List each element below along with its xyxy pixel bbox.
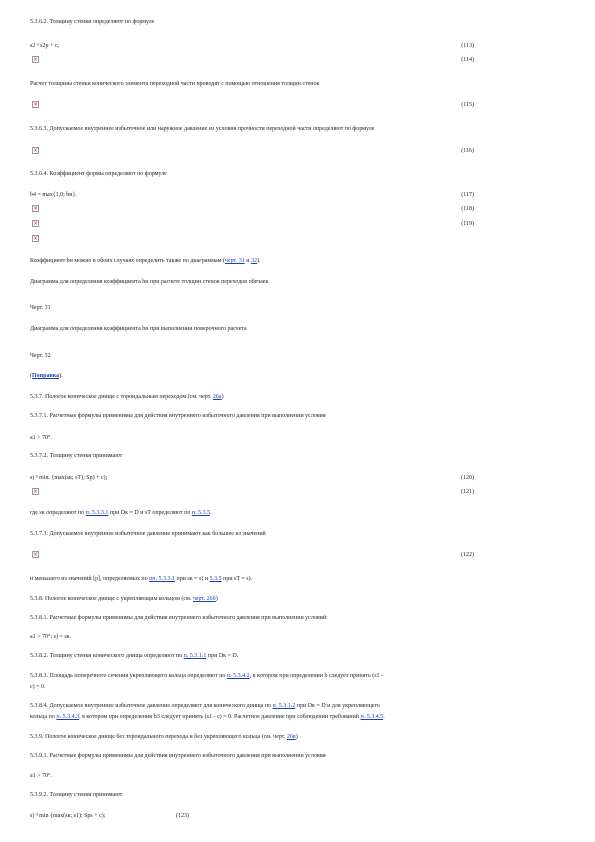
link-5-3-5[interactable]: п. 5.3.5	[191, 510, 211, 516]
clause-5-3-9: 5.3.9. Пологое коническое днище без тороидального перехода и без укрепляющего кольца (см. черт. 26в)	[30, 734, 298, 740]
paragraph-smaller-values: и меньшего из значений [p], определяемых по пп. 5.3.3.1 при sк = s) и 5.3.5 при sT = s).	[30, 576, 253, 582]
link-5-3-3-1-b[interactable]: пп. 5.3.3.1	[149, 576, 175, 582]
paragraph-coefficient-diagrams: Коэффициент bн можно в обоих случаях определить также по диаграммам (черт. 31 и 32).	[30, 258, 261, 264]
eq-number-113: (113)	[461, 43, 474, 49]
clause-5-3-8-4: 5.3.8.4. Допускаемое внутреннее избыточное давление определяют для конического днища по п. 5.3.1.2 при Dк = D и для укрепляющего	[30, 703, 380, 709]
broken-image-icon: ×	[33, 147, 39, 154]
eq-number-117: (117)	[461, 192, 474, 198]
clause-5-3-9-1: 5.3.9.1. Расчетные формулы применимы для действия внутреннего избыточного давления при выполнении условия	[30, 753, 326, 759]
clause-5-3-7-1: 5.3.7.1. Расчетные формулы применимы для действия внутреннего избыточного давления при выполнении условия	[30, 413, 326, 419]
link-5-3-4-2[interactable]: п. 5.3.4.2	[226, 673, 250, 679]
broken-image-icon: ×	[33, 488, 39, 495]
formula-113: s2 ³ s2p + c,	[30, 43, 60, 49]
broken-image-icon: ×	[33, 205, 39, 212]
link-5-3-4-3[interactable]: п. 5.3.4.3	[56, 714, 80, 720]
diagram-32-caption: Диаграмма для определения коэффициента bн при выполнении поверочного расчета	[30, 326, 247, 332]
broken-image-icon: ×	[33, 101, 39, 108]
clause-5-3-8: 5.3.8. Пологое коническое днище с укрепляющим кольцом (см. черт. 26б)	[30, 596, 218, 602]
broken-image-icon: ×	[33, 56, 39, 63]
clause-5-3-7-2: 5.3.7.2. Толщину стенки принимают	[30, 453, 123, 459]
link-5-3-4-5[interactable]: п. 5.3.4.5	[360, 714, 384, 720]
link-5-3-3-1[interactable]: п. 5.3.3.1	[85, 510, 109, 516]
formula-123: s) ³ min {max(sк; s1); Sрs + c);	[30, 813, 106, 819]
broken-image-icon: ×	[33, 551, 39, 558]
condition-a1-b: a1 > 70°.	[30, 773, 52, 779]
clause-5-3-9-2: 5.3.9.2. Толщину стенки принимают	[30, 792, 123, 798]
paragraph-where-sk: где sк определяют по п. 5.3.3.1 при Dк = D и sT определяют по п. 5.3.5.	[30, 510, 212, 516]
link-5-3-1-1[interactable]: п. 5.3.1.1	[183, 653, 207, 659]
link-amendment[interactable]: Поправка	[32, 373, 60, 379]
eq-number-121: (121)	[461, 489, 474, 495]
eq-number-119: (119)	[461, 221, 474, 227]
clause-5-3-8-1: 5.3.8.1. Расчетные формулы применимы для действия внутреннего избыточного давления при выполнении условий:	[30, 615, 328, 621]
link-chart-26b[interactable]: черт. 26б	[192, 596, 216, 602]
eq-number-120: (120)	[461, 475, 474, 481]
paragraph-thickness-ratio: Расчет толщины стенки конического элемента переходной части проводят с помощью отношения толщин стенок	[30, 81, 320, 87]
link-5-3-1-2[interactable]: п. 5.3.1.2	[272, 703, 296, 709]
formula-117: b4 = max{1,0; bн}.	[30, 192, 77, 198]
clause-5-3-7: 5.3.7. Пологое коническое днище с тороидальным переходом (см. черт. 26а)	[30, 394, 224, 400]
eq-number-123: (123)	[176, 813, 189, 819]
link-chart-31[interactable]: черт. 31	[224, 258, 245, 264]
link-chart-26v[interactable]: 26в	[286, 734, 296, 740]
link-chart-26a[interactable]: 26а	[212, 394, 222, 400]
clause-5-3-8-3-cont: c) = 0.	[30, 684, 46, 690]
clause-5-3-8-2: 5.3.8.2. Толщину стенки конического днища определяют по п. 5.3.1.1 при Dк = D.	[30, 653, 239, 659]
eq-number-118: (118)	[461, 206, 474, 212]
eq-number-115: (115)	[461, 102, 474, 108]
broken-image-icon: ×	[33, 235, 39, 242]
link-5-3-5-b[interactable]: 5.3.5	[209, 576, 222, 582]
eq-number-116: (116)	[461, 148, 474, 154]
clause-5-3-6-3: 5.3.6.3. Допускаемое внутреннее избыточное или наружное давление из условия прочности переходной части определяют по формуле	[30, 126, 375, 132]
chart-32-label: Черт. 32	[30, 353, 51, 359]
diagram-31-caption: Диаграмма для определения коэффициента bн при расчете толщин стенок переходов обечаек	[30, 279, 269, 285]
eq-number-122: (122)	[461, 552, 474, 558]
clause-5-3-6-2: 5.3.6.2. Толщину стенки определяют по формуле	[30, 19, 155, 25]
clause-5-3-8-4-cont: кольца по п. 5.3.4.3, в котором при определении b3 следует принять (s1 - c) = 0. Расчетное давление при соблюдении требований п. 5.3.4.5.	[30, 714, 385, 720]
clause-5-3-7-3: 5.3.7.3. Допускаемое внутреннее избыточное давление принимают как большее из значений	[30, 531, 266, 537]
amendment-note: (Поправка).	[30, 373, 63, 379]
clause-5-3-6-4: 5.3.6.4. Коэффициент формы определяют по формуле	[30, 171, 167, 177]
link-chart-32[interactable]: 32	[250, 258, 257, 264]
chart-31-label: Черт. 31	[30, 305, 51, 311]
condition-a1-sk: a1 > 70°; s) = sк.	[30, 634, 72, 640]
formula-120: s) ³ min. {max(sк; sT); Sp) + c);	[30, 475, 108, 481]
clause-5-3-8-3: 5.3.8.3. Площадь поперечного сечения укрепляющего кольца определяют по п. 5.3.4.2, в котором при определении b следует принять (s1 -	[30, 673, 384, 679]
broken-image-icon: ×	[33, 220, 39, 227]
condition-a1: a1 > 70°.	[30, 435, 52, 441]
eq-number-114: (114)	[461, 57, 474, 63]
